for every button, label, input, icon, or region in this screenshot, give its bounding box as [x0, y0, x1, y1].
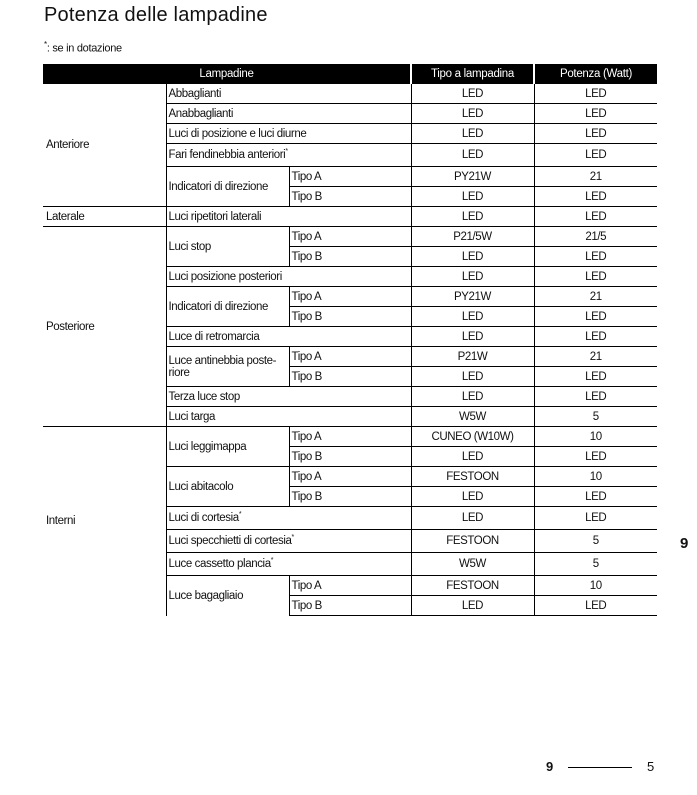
- row-label: [166, 530, 411, 553]
- bulb-watt: LED: [534, 267, 657, 287]
- header-power: Potenza (Watt): [534, 64, 657, 84]
- row-label: Luce antinebbia poste-riore: [166, 347, 289, 387]
- bulb-type: FESTOON: [411, 467, 534, 487]
- variant-label: Tipo A: [289, 427, 411, 447]
- bulb-watt: 5: [534, 407, 657, 427]
- variant-label: Tipo A: [289, 347, 411, 367]
- row-label-text: Fari fendinebbia anteriori: [168, 149, 286, 161]
- bulb-type: PY21W: [411, 167, 534, 187]
- bulb-type: LED: [411, 187, 534, 207]
- bulb-type: P21/5W: [411, 227, 534, 247]
- bulb-watt: LED: [534, 387, 657, 407]
- variant-label: Tipo B: [289, 307, 411, 327]
- group-posteriore: Posteriore: [43, 227, 166, 427]
- bulb-watt: LED: [534, 104, 657, 124]
- chapter-side-number: 9: [680, 535, 689, 552]
- row-label: Luce bagagliaio: [166, 576, 289, 616]
- footer-page-number: 5: [647, 759, 655, 774]
- variant-label: Tipo B: [289, 247, 411, 267]
- row-label: Luci targa: [166, 407, 411, 427]
- bulb-watt: LED: [534, 307, 657, 327]
- variant-label: Tipo A: [289, 467, 411, 487]
- footnote-legend: [44, 40, 122, 55]
- row-label: Terza luce stop: [166, 387, 411, 407]
- asterisk-mark: *: [238, 511, 242, 519]
- group-interni: Interni: [43, 427, 166, 616]
- bulb-type: LED: [411, 84, 534, 104]
- row-label: Luce di retromarcia: [166, 327, 411, 347]
- row-label-text: Luce cassetto plancia: [168, 558, 271, 570]
- bulb-type: LED: [411, 387, 534, 407]
- asterisk-mark: *: [44, 40, 47, 49]
- bulb-type: FESTOON: [411, 576, 534, 596]
- row-label: Indicatori di direzione: [166, 167, 289, 207]
- bulb-watt: LED: [534, 367, 657, 387]
- table-row: [43, 427, 657, 447]
- header-bulbs: Lampadine: [43, 64, 411, 84]
- row-label-text: Luci specchietti di cortesia: [168, 535, 292, 547]
- bulb-watt: 10: [534, 467, 657, 487]
- bulb-type: PY21W: [411, 287, 534, 307]
- variant-label: Tipo B: [289, 447, 411, 467]
- table-row: [43, 207, 657, 227]
- variant-label: Tipo B: [289, 187, 411, 207]
- bulb-type: CUNEO (W10W): [411, 427, 534, 447]
- bulb-watt: 10: [534, 576, 657, 596]
- footer-divider: [568, 767, 632, 768]
- row-label: Indicatori di direzione: [166, 287, 289, 327]
- bulb-type: LED: [411, 247, 534, 267]
- bulb-type: LED: [411, 487, 534, 507]
- bulb-watt: LED: [534, 144, 657, 167]
- group-anteriore: Anteriore: [43, 84, 166, 207]
- bulb-type: LED: [411, 207, 534, 227]
- row-label: Abbaglianti: [166, 84, 411, 104]
- footer-chapter-number: 9: [546, 759, 554, 774]
- table-row: [43, 84, 657, 104]
- row-label: Luci ripetitori laterali: [166, 207, 411, 227]
- table-row: [43, 227, 657, 247]
- bulb-type: W5W: [411, 407, 534, 427]
- variant-label: Tipo B: [289, 596, 411, 616]
- row-label: [166, 507, 411, 530]
- row-label: Luci abitacolo: [166, 467, 289, 507]
- bulb-watt: 21/5: [534, 227, 657, 247]
- variant-label: Tipo B: [289, 367, 411, 387]
- variant-label: Tipo A: [289, 576, 411, 596]
- bulb-watt: LED: [534, 124, 657, 144]
- bulb-type: LED: [411, 144, 534, 167]
- bulb-type: LED: [411, 367, 534, 387]
- bulb-watt: 10: [534, 427, 657, 447]
- group-laterale: Laterale: [43, 207, 166, 227]
- bulb-type: LED: [411, 507, 534, 530]
- variant-label: Tipo A: [289, 167, 411, 187]
- row-label: Luci posizione posteriori: [166, 267, 411, 287]
- variant-label: Tipo B: [289, 487, 411, 507]
- bulb-watt: 21: [534, 167, 657, 187]
- bulb-watt: LED: [534, 84, 657, 104]
- bulb-type: FESTOON: [411, 530, 534, 553]
- row-label: [166, 144, 411, 167]
- bulb-power-table: [43, 64, 657, 616]
- asterisk-mark: *: [270, 557, 274, 565]
- bulb-type: LED: [411, 124, 534, 144]
- table-header-row: [43, 64, 657, 84]
- bulb-type: LED: [411, 267, 534, 287]
- row-label: Luci di posizione e luci diurne: [166, 124, 411, 144]
- bulb-watt: 21: [534, 287, 657, 307]
- variant-label: Tipo A: [289, 287, 411, 307]
- footnote-text: : se in dotazione: [46, 42, 122, 55]
- bulb-type: W5W: [411, 553, 534, 576]
- bulb-type: LED: [411, 447, 534, 467]
- row-label: Luci stop: [166, 227, 289, 267]
- bulb-type: LED: [411, 307, 534, 327]
- bulb-watt: 5: [534, 553, 657, 576]
- page-title: Potenza delle lampadine: [44, 4, 268, 26]
- row-label-text: Luci di cortesia: [168, 512, 239, 524]
- row-label: Luci leggimappa: [166, 427, 289, 467]
- bulb-watt: LED: [534, 187, 657, 207]
- asterisk-mark: *: [285, 148, 288, 156]
- bulb-type: LED: [411, 327, 534, 347]
- bulb-watt: LED: [534, 447, 657, 467]
- bulb-watt: 5: [534, 530, 657, 553]
- row-label: Anabbaglianti: [166, 104, 411, 124]
- bulb-type: P21W: [411, 347, 534, 367]
- asterisk-mark: *: [291, 534, 294, 542]
- variant-label: Tipo A: [289, 227, 411, 247]
- row-label: [166, 553, 411, 576]
- bulb-type: LED: [411, 596, 534, 616]
- bulb-watt: LED: [534, 507, 657, 530]
- bulb-watt: LED: [534, 247, 657, 267]
- bulb-type: LED: [411, 104, 534, 124]
- bulb-watt: LED: [534, 487, 657, 507]
- bulb-watt: 21: [534, 347, 657, 367]
- bulb-watt: LED: [534, 327, 657, 347]
- bulb-watt: LED: [534, 596, 657, 616]
- header-bulb-type: Tipo a lampadina: [411, 64, 534, 84]
- bulb-watt: LED: [534, 207, 657, 227]
